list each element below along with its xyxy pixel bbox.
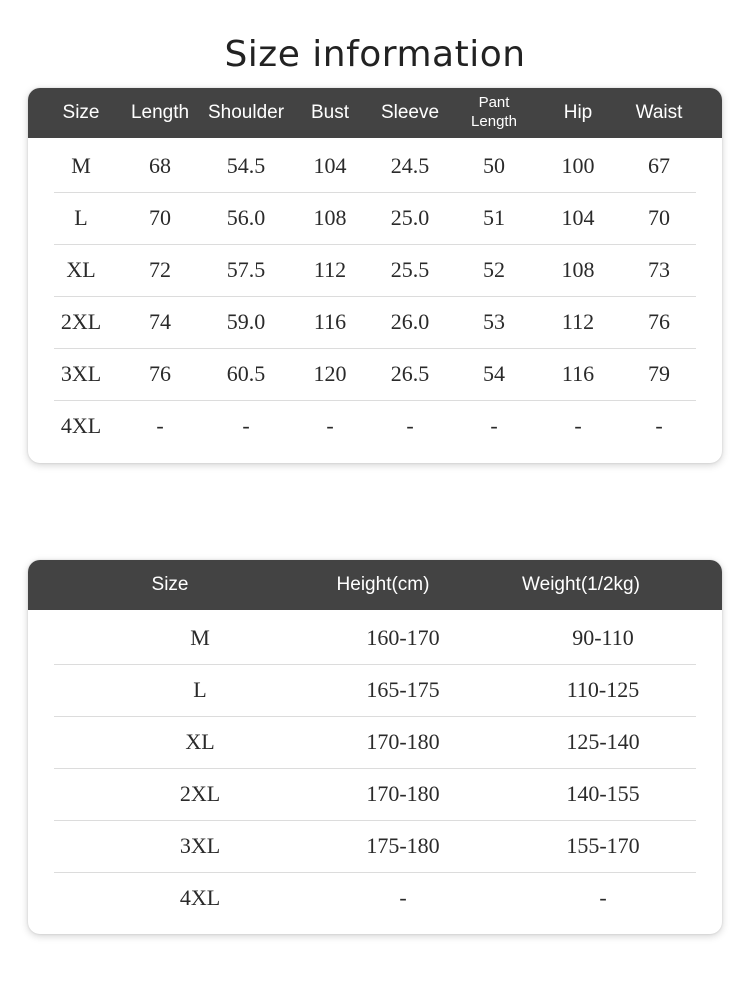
cell-length: - — [156, 413, 164, 438]
cell-bust: 104 — [313, 153, 347, 178]
cell-length: 72 — [149, 257, 171, 282]
cell-size: 2XL — [179, 781, 221, 806]
cell-height: 160-170 — [366, 625, 440, 650]
cell-bust: - — [326, 413, 334, 438]
cell-weight: 140-155 — [566, 781, 640, 806]
cell-size: 3XL — [60, 361, 102, 386]
cell-pant-length: 54 — [483, 361, 505, 386]
measurement-table-header — [28, 88, 722, 138]
page-title: Size information — [224, 34, 526, 75]
cell-weight: 110-125 — [566, 677, 640, 702]
size-recommendation-table — [28, 560, 722, 934]
cell-pant-length: 51 — [483, 205, 505, 230]
cell-size: M — [190, 625, 210, 650]
table-row — [54, 716, 696, 769]
cell-waist: 79 — [648, 361, 670, 386]
cell-shoulder: 56.0 — [226, 205, 266, 230]
cell-height: 175-180 — [366, 833, 440, 858]
header-weight: Weight(1/2kg) — [522, 574, 640, 596]
cell-hip: 104 — [561, 205, 595, 230]
cell-bust: 116 — [313, 309, 347, 334]
header-height: Height(cm) — [336, 574, 430, 596]
table-row — [54, 140, 696, 193]
cell-height: 170-180 — [366, 729, 440, 754]
cell-sleeve: - — [406, 413, 414, 438]
header-hip: Hip — [563, 102, 593, 124]
cell-hip: 112 — [561, 309, 595, 334]
cell-length: 76 — [149, 361, 171, 386]
cell-sleeve: 24.5 — [390, 153, 430, 178]
cell-bust: 120 — [313, 361, 347, 386]
header-pant-length-line2: Length — [471, 113, 517, 130]
cell-hip: 116 — [561, 361, 595, 386]
cell-hip: 108 — [561, 257, 595, 282]
measurement-table — [28, 88, 722, 463]
cell-size: XL — [66, 257, 96, 282]
cell-size: L — [74, 205, 88, 230]
cell-waist: 70 — [648, 205, 670, 230]
header-length: Length — [130, 102, 190, 124]
table-row — [54, 872, 696, 924]
header-waist: Waist — [635, 102, 683, 124]
cell-waist: 76 — [648, 309, 670, 334]
cell-pant-length: 50 — [483, 153, 505, 178]
cell-hip: 100 — [561, 153, 595, 178]
cell-size: M — [71, 153, 91, 178]
cell-length: 70 — [149, 205, 171, 230]
cell-bust: 112 — [313, 257, 347, 282]
header-sleeve: Sleeve — [380, 102, 440, 124]
cell-shoulder: 59.0 — [226, 309, 266, 334]
table-row — [54, 400, 696, 452]
cell-length: 74 — [149, 309, 171, 334]
cell-pant-length: 53 — [483, 309, 505, 334]
cell-size: 4XL — [60, 413, 102, 438]
cell-waist: - — [655, 413, 663, 438]
header-shoulder: Shoulder — [207, 102, 285, 124]
cell-shoulder: - — [242, 413, 250, 438]
table-row — [54, 192, 696, 245]
cell-weight: 155-170 — [566, 833, 640, 858]
cell-hip: - — [574, 413, 582, 438]
header-bust: Bust — [310, 102, 350, 124]
cell-waist: 73 — [648, 257, 670, 282]
cell-shoulder: 57.5 — [226, 257, 266, 282]
cell-height: 165-175 — [366, 677, 440, 702]
cell-height: 170-180 — [366, 781, 440, 806]
size-recommendation-table-header — [28, 560, 722, 610]
cell-sleeve: 25.0 — [390, 205, 430, 230]
cell-size: 2XL — [60, 309, 102, 334]
cell-sleeve: 26.0 — [390, 309, 430, 334]
cell-weight: 90-110 — [572, 625, 634, 650]
header-pant-length-line1: Pant — [478, 94, 510, 112]
table-row — [54, 296, 696, 349]
cell-size: XL — [185, 729, 215, 754]
cell-bust: 108 — [313, 205, 347, 230]
cell-size: 3XL — [179, 833, 221, 858]
table-row — [54, 664, 696, 717]
table-row — [54, 244, 696, 297]
cell-pant-length: 52 — [483, 257, 505, 282]
table-row — [54, 768, 696, 821]
table-row — [54, 820, 696, 873]
cell-size: L — [193, 677, 207, 702]
table-row — [54, 612, 696, 665]
cell-shoulder: 54.5 — [226, 153, 266, 178]
cell-sleeve: 26.5 — [390, 361, 430, 386]
table-row — [54, 348, 696, 401]
cell-shoulder: 60.5 — [226, 361, 266, 386]
cell-weight: - — [599, 885, 607, 910]
cell-size: 4XL — [179, 885, 221, 910]
cell-height: - — [399, 885, 407, 910]
cell-sleeve: 25.5 — [390, 257, 430, 282]
header-size: Size — [62, 102, 100, 124]
cell-weight: 125-140 — [566, 729, 640, 754]
cell-waist: 67 — [648, 153, 670, 178]
cell-length: 68 — [149, 153, 171, 178]
header-pant-length — [452, 88, 536, 138]
cell-pant-length: - — [490, 413, 498, 438]
header-size: Size — [151, 574, 189, 596]
